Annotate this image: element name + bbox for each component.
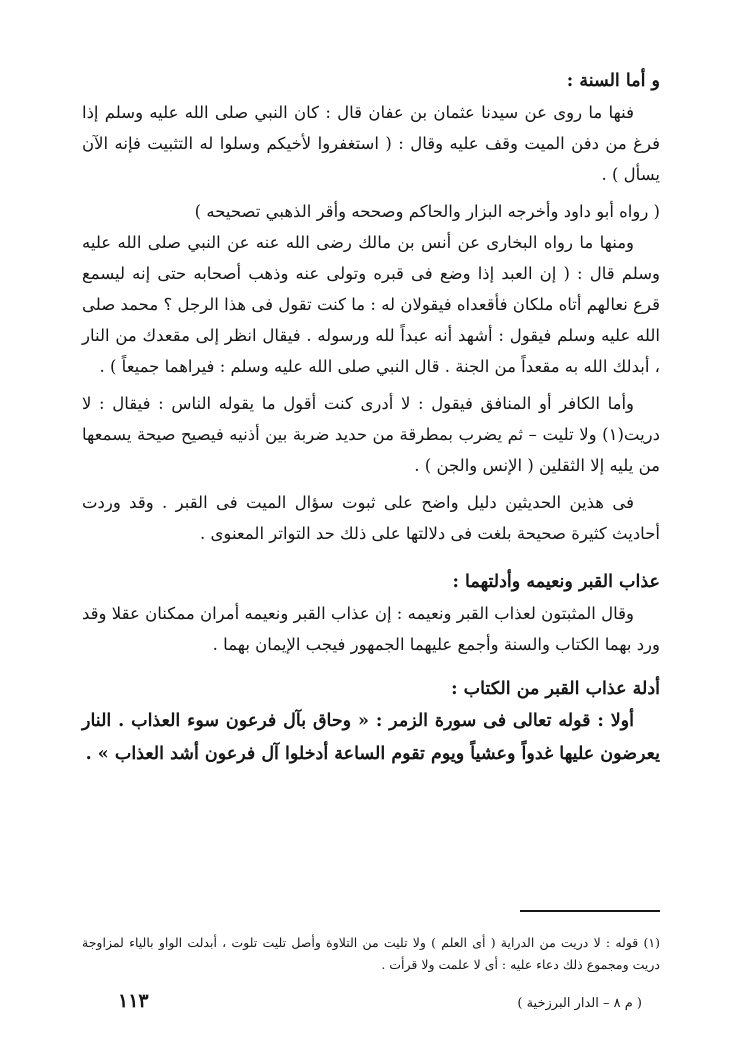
hadith-kafir: وأما الكافر أو المنافق فيقول : لا أدرى كنت أقول ما يقوله الناس : فيقال : لا دريت(١) ولا تليت – ثم يضرب بمطرقة من حديد ضربة بين أذنيه فيصيح صيحة يسمعها من يليه إلا الثقلين ( الإنس والجن ) . — [82, 394, 660, 475]
grave-punishment-heading: عذاب القبر ونعيمه وأدلتهما : — [452, 572, 660, 592]
quran-verse: وحاق بآل فرعون سوء العذاب . النار يعرضون عليها غدواً وعشياً ويوم تقوم الساعة أدخلوا آل فرعون أشد العذاب » . — [82, 711, 660, 764]
sunnah-heading: و أما السنة : — [566, 71, 660, 91]
conclusion-paragraph: فى هذين الحديثين دليل واضح على ثبوت سؤال الميت فى القبر . وقد وردت أحاديث كثيرة صحيحة بلغت فى دلالتها على ذلك حد التواتر المعنوى . — [82, 493, 660, 543]
quran-evidence-paragraph — [82, 705, 660, 771]
page-number: ١١٣ — [118, 990, 149, 1012]
signature-mark: ( م ٨ – الدار البرزخية ) — [517, 996, 642, 1011]
footnote-separator — [520, 910, 660, 912]
main-text — [82, 66, 660, 771]
hadith-source: ( رواه أبو داود وأخرجه البزار والحاكم وصححه وأقر الذهبي تصحيحه ) — [194, 202, 660, 221]
quran-evidence-heading: أدلة عذاب القبر من الكتاب : — [451, 679, 660, 699]
first-evidence-label: أولا : قوله تعالى فى سورة الزمر : « — [358, 711, 634, 731]
footnote: (١) قوله : لا دريت من الدراية ( أى العلم ) ولا تليت من التلاوة وأصل تليت تلوت ، أبدلت الواو بالياء لمزاوجة دريت ومجموع ذلك دعاء عليه : أى لا علمت ولا قرأت . — [82, 935, 660, 972]
hadith-uthman: فنها ما روى عن سيدنا عثمان بن عفان قال : كان النبي صلى الله عليه وسلم إذا فرغ من دفن الميت وقف عليه وقال : ( استغفروا لأخيكم وسلوا له التثبيت فإنه الآن يسأل ) . — [82, 103, 660, 184]
hadith-anas: ومنها ما رواه البخارى عن أنس بن مالك رضى الله عنه عن النبي صلى الله عليه وسلم قال : ( إن العبد إذا وضع فى قبره وتولى عنه وذهب أصحابه حتى إنه ليسمع قرع نعالهم أتاه ملكان فأقعداه فيقولان له : ما كنت تقول فى هذا الرجل ؟ محمد صلى الله عليه وسلم فيقول : أشهد أنه عبداً لله ورسوله . فيقال انظر إلى مقعدك من النار ، أبدلك الله به مقعداً من الجنة . قال النبي صلى الله عليه وسلم : فيراهما جميعاً ) . — [82, 233, 660, 376]
grave-paragraph: وقال المثبتون لعذاب القبر ونعيمه : إن عذاب القبر ونعيمه أمران ممكنان عقلا وقد ورد بهما الكتاب والسنة وأجمع عليهما الجمهور فيجب الإيمان بهما . — [82, 604, 660, 654]
